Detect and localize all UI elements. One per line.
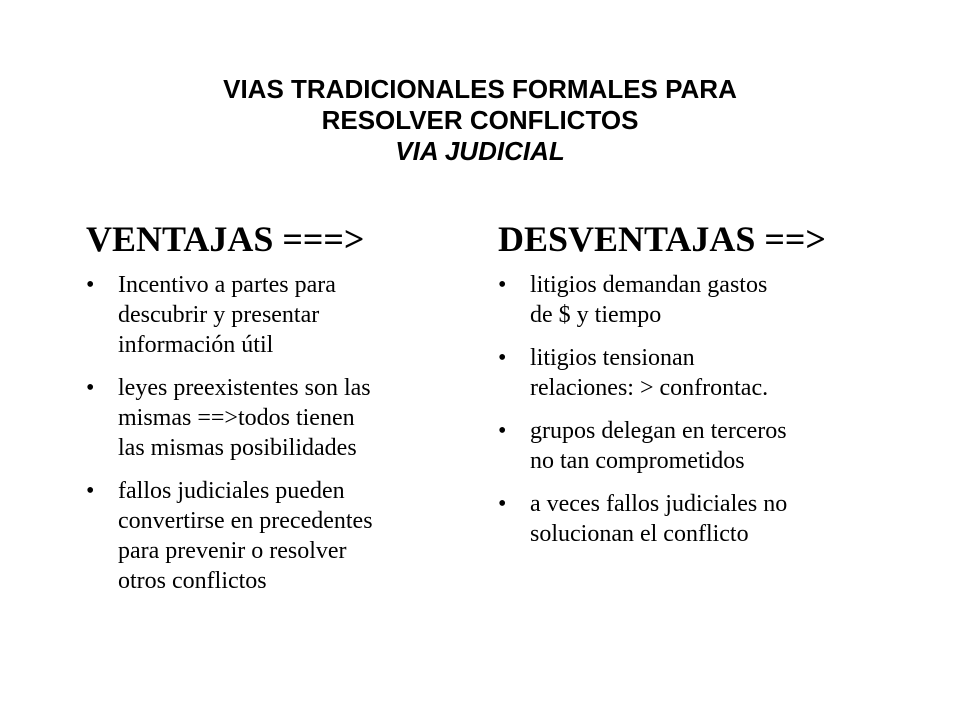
- bullet-icon: •: [86, 375, 95, 401]
- desventajas-column: [498, 218, 898, 562]
- list-item-line: información útil: [118, 332, 274, 358]
- bullet-icon: •: [498, 418, 507, 444]
- list-item-line: litigios tensionan: [530, 345, 695, 371]
- list-item-line: grupos delegan en terceros: [530, 418, 787, 444]
- slide-title: [0, 74, 960, 167]
- list-item-line: otros conflictos: [118, 568, 267, 594]
- list-item: [86, 476, 466, 596]
- list-item-line: fallos judiciales pueden: [118, 478, 345, 504]
- desventajas-heading: DESVENTAJAS ==>: [498, 219, 826, 259]
- bullet-icon: •: [498, 272, 507, 298]
- bullet-icon: •: [86, 478, 95, 504]
- list-item-line: descubrir y presentar: [118, 302, 320, 328]
- desventajas-list: [498, 270, 898, 549]
- bullet-icon: •: [498, 345, 507, 371]
- list-item-line: litigios demandan gastos: [530, 272, 768, 298]
- list-item: [86, 270, 466, 360]
- list-item: [498, 416, 898, 476]
- list-item-line: mismas ==>todos tienen: [118, 405, 355, 431]
- list-item-line: convertirse en precedentes: [118, 508, 373, 534]
- list-item-line: Incentivo a partes para: [118, 272, 336, 298]
- ventajas-heading: VENTAJAS ===>: [86, 219, 365, 259]
- title-subtitle: VIA JUDICIAL: [395, 136, 565, 166]
- list-item-line: no tan comprometidos: [530, 448, 745, 474]
- list-item-line: para prevenir o resolver: [118, 538, 347, 564]
- list-item: [86, 373, 466, 463]
- list-item: [498, 270, 898, 330]
- list-item-line: a veces fallos judiciales no: [530, 491, 788, 517]
- list-item-line: solucionan el conflicto: [530, 521, 749, 547]
- list-item-line: leyes preexistentes son las: [118, 375, 371, 401]
- list-item: [498, 343, 898, 403]
- ventajas-column: [86, 218, 466, 609]
- title-line-2: RESOLVER CONFLICTOS: [321, 105, 639, 135]
- bullet-icon: •: [86, 272, 95, 298]
- list-item-line: relaciones: > confrontac.: [530, 375, 769, 401]
- list-item-line: las mismas posibilidades: [118, 435, 357, 461]
- title-line-1: VIAS TRADICIONALES FORMALES PARA: [223, 74, 737, 104]
- bullet-icon: •: [498, 491, 507, 517]
- list-item-line: de $ y tiempo: [530, 302, 662, 328]
- list-item: [498, 489, 898, 549]
- ventajas-list: [86, 270, 466, 596]
